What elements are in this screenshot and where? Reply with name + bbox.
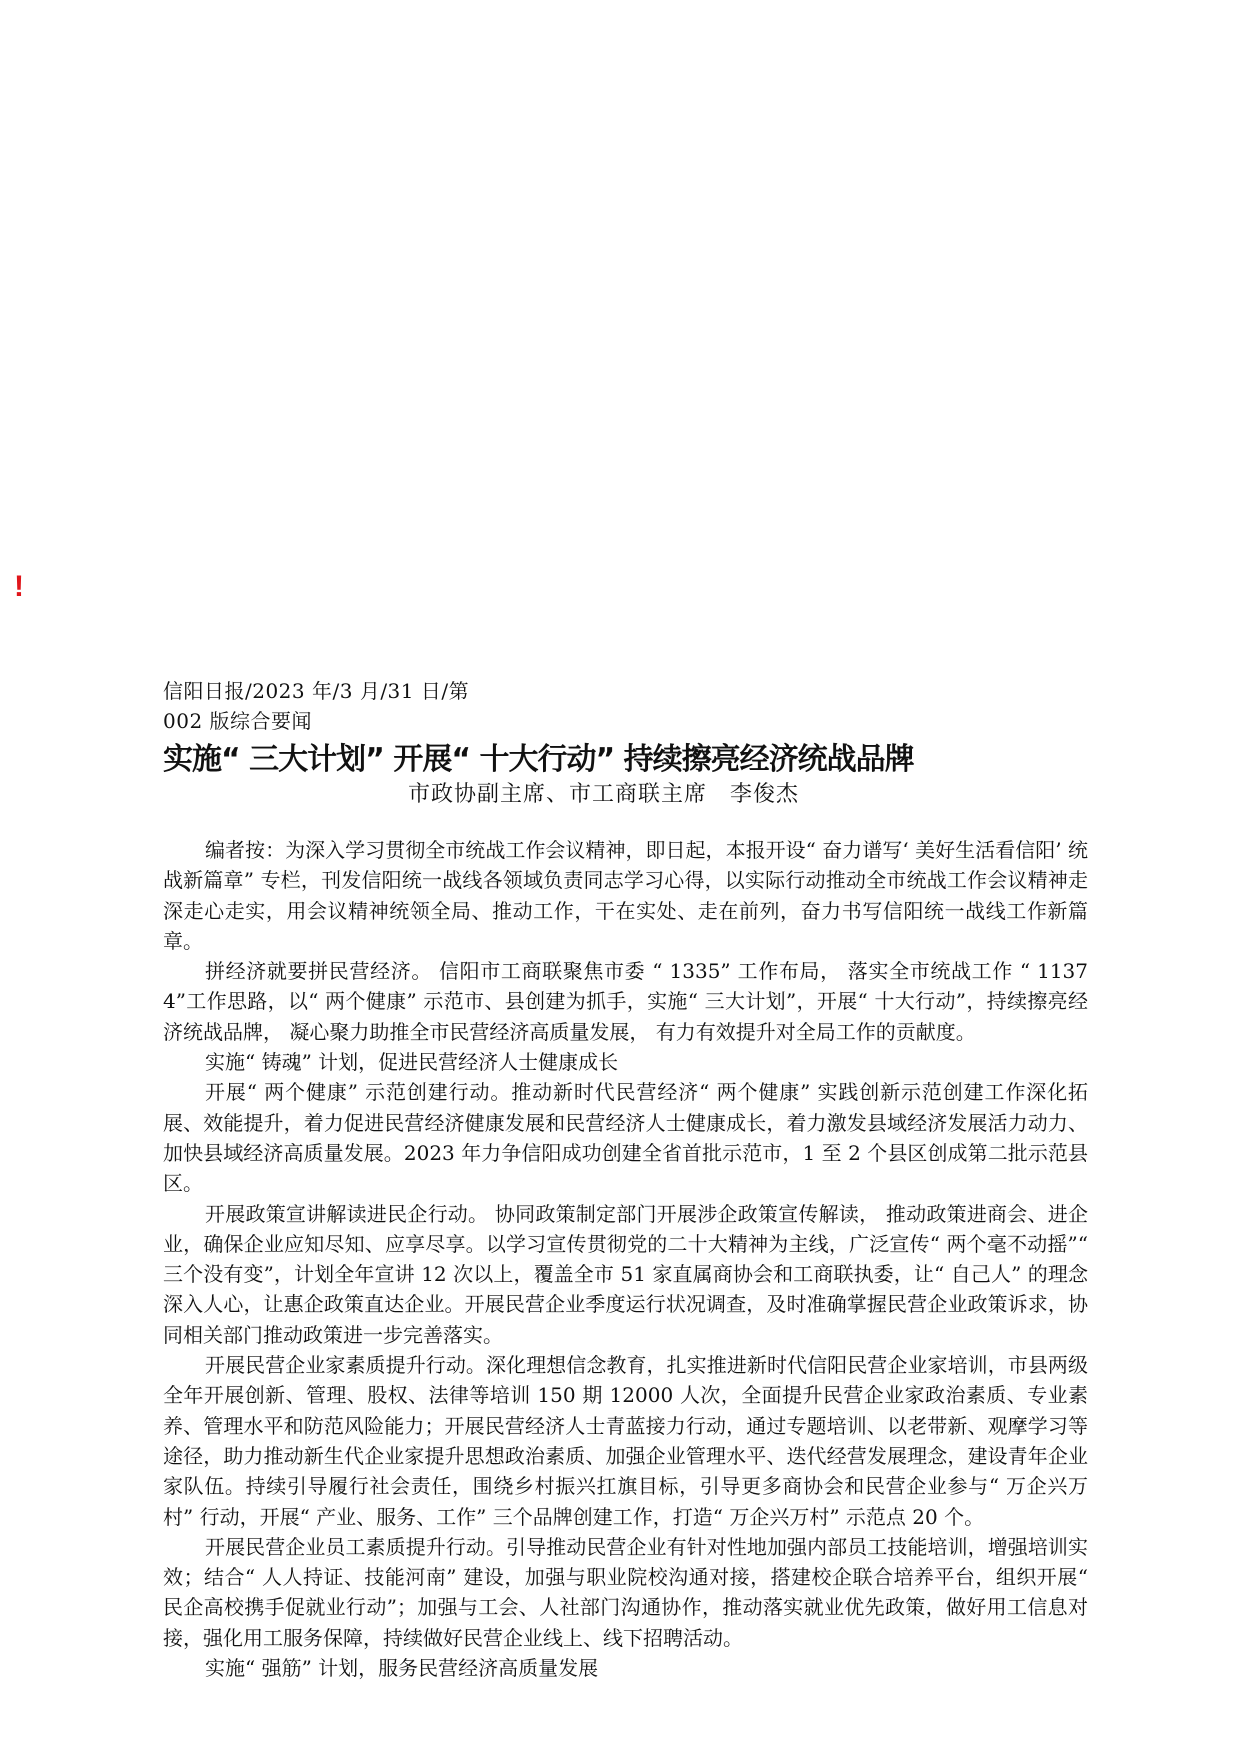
article-byline: 市政协副主席、市工商联主席 李俊杰: [408, 782, 800, 807]
red-exclamation-mark: !: [14, 570, 24, 603]
section-heading: 实施“ 强筋” 计划，服务民营经济高质量发展: [205, 1656, 599, 1681]
editor-note-paragraph: 编者按：为深入学习贯彻全市统战工作会议精神，即日起，本报开设“ 奋力谱写‘ 美好生活看信阳’ 统战新篇章” 专栏，刊发信阳统一战线各领域负责同志学习心得，以实际行动推动全市统战工作会议精神走深走心走实，用会议精神统领全局、推动工作，干在实处、走在前列，奋力书写信阳统一战线工作新篇章。: [163, 838, 1088, 953]
article-body: [163, 835, 1088, 1683]
article: [163, 676, 1088, 1683]
body-paragraph: 开展“ 两个健康” 示范创建行动。推动新时代民营经济“ 两个健康” 实践创新示范创建工作深化拓展、效能提升，着力促进民营经济健康发展和民营经济人士健康成长，着力激发县域经济发展活力动力、加快县域经济高质量发展。2023 年力争信阳成功创建全省首批示范市，1 至 2 个县区创成第二批示范县区。: [163, 1080, 1088, 1196]
section-heading: 实施“ 铸魂” 计划，促进民营经济人士健康成长: [205, 1050, 619, 1075]
body-paragraph: 拼经济就要拼民营经济。 信阳市工商联聚焦市委 “ 1335” 工作布局， 落实全市统战工作 “ 11374”工作思路，以“ 两个健康” 示范市、县创建为抓手，实施“ 三大计划”，开展“ 十大行动”，持续擦亮经济统战品牌， 凝心聚力助推全市民营经济高质量发展， 有力有效提升对全局工作的贡献度。: [163, 959, 1088, 1044]
body-paragraph: 开展政策宣讲解读进民企行动。 协同政策制定部门开展涉企政策宣传解读， 推动政策进商会、进企业，确保企业应知尽知、应享尽享。以学习宣传贯彻党的二十大精神为主线，广泛宣传“ 两个毫不动摇”“ 三个没有变”，计划全年宣讲 12 次以上，覆盖全市 51 家直属商协会和工商联执委，让“ 自己人” 的理念深入人心，让惠企政策直达企业。开展民营企业季度运行状况调查，及时准确掌握民营企业政策诉求，协同相关部门推动政策进一步完善落实。: [163, 1201, 1088, 1347]
body-paragraph: 开展民营企业员工素质提升行动。引导推动民营企业有针对性地加强内部员工技能培训，增强培训实效；结合“ 人人持证、技能河南” 建设，加强与职业院校沟通对接，搭建校企联合培养平台，组织开展“ 民企高校携手促就业行动”；加强与工会、人社部门沟通协作，推动落实就业优先政策，做好用工信息对接，强化用工服务保障，持续做好民营企业线上、线下招聘活动。: [163, 1534, 1088, 1650]
body-paragraph: 开展民营企业家素质提升行动。深化理想信念教育，扎实推进新时代信阳民营企业家培训，市县两级全年开展创新、管理、股权、法律等培训 150 期 12000 人次，全面提升民营企业家政治素质、专业素养、管理水平和防范风险能力；开展民营经济人士青蓝接力行动，通过专题培训、以老带新、观摩学习等途径，助力推动新生代企业家提升思想政治素质、加强企业管理水平、迭代经营发展理念，建设青年企业家队伍。持续引导履行社会责任，围绕乡村振兴扛旗目标，引导更多商协会和民营企业参与“ 万企兴万村” 行动，开展“ 产业、服务、工作” 三个品牌创建工作，打造“ 万企兴万村” 示范点 20 个。: [163, 1353, 1088, 1529]
article-headline: 实施“ 三大计划” 开展“ 十大行动” 持续擦亮经济统战品牌: [163, 742, 914, 777]
source-line: 信阳日报/2023 年/3 月/31 日/第 002 版综合要闻: [163, 679, 470, 733]
